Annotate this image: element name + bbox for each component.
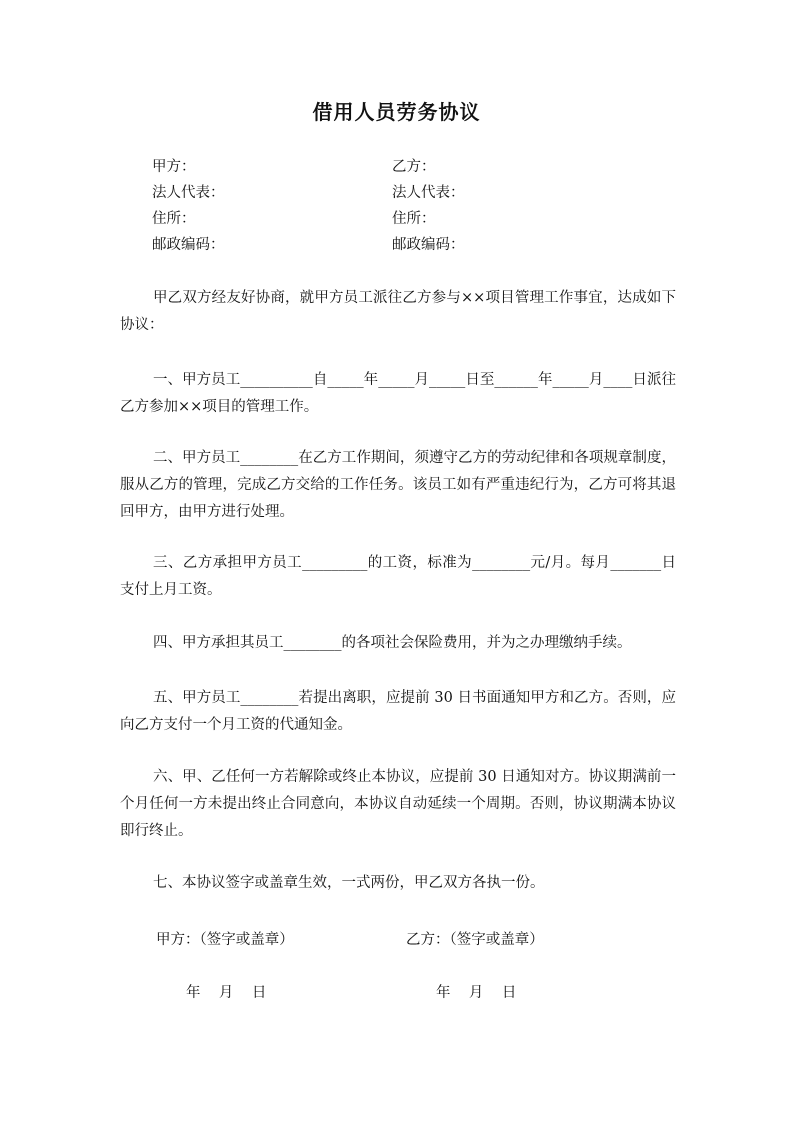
signature-row <box>156 928 656 949</box>
party-a-date: 年 月 日 <box>186 985 267 1001</box>
party-b-postal-code: 邮政编码： <box>392 237 465 253</box>
party-row-postal-code <box>152 232 632 258</box>
party-a-signature: 甲方：（签字或盖章） <box>156 932 294 948</box>
party-b-signature: 乙方：（签字或盖章） <box>406 932 544 948</box>
intro-paragraph: 甲乙双方经友好协商，就甲方员工派往乙方参与××项目管理工作事宜，达成如下协议： <box>120 290 676 333</box>
clause-5: 五、甲方员工________若提出离职，应提前 30 日书面通知甲方和乙方。否则，应向乙方支付一个月工资的代通知金。 <box>120 690 676 733</box>
clause-3: 三、乙方承担甲方员工_________的工资，标准为________元/月。每月_______日支付上月工资。 <box>120 555 676 598</box>
party-a-postal-code: 邮政编码： <box>152 237 225 253</box>
party-a-label: 甲方： <box>152 159 196 175</box>
party-b-address: 住所： <box>392 211 436 227</box>
party-b-legal-rep: 法人代表： <box>392 185 465 201</box>
party-row-legal-rep <box>152 180 632 206</box>
party-a-address: 住所： <box>152 211 196 227</box>
clause-1: 一、甲方员工__________自_____年_____月_____日至______年_____月____日派往乙方参加××项目的管理工作。 <box>120 372 676 415</box>
party-b-date: 年 月 日 <box>436 985 517 1001</box>
party-a-legal-rep: 法人代表： <box>152 185 225 201</box>
party-row-party <box>152 154 632 180</box>
clause-7: 七、本协议签字或盖章生效，一式两份，甲乙双方各执一份。 <box>153 875 545 891</box>
clause-4: 四、甲方承担其员工________的各项社会保险费用，并为之办理缴纳手续。 <box>153 635 632 651</box>
party-b-label: 乙方： <box>392 159 436 175</box>
party-row-address <box>152 206 632 232</box>
document-title: 借用人员劳务协议 <box>312 100 481 124</box>
date-row <box>186 981 686 1002</box>
clause-2: 二、甲方员工________在乙方工作期间，须遵守乙方的劳动纪律和各项规章制度，服从乙方的管理，完成乙方交给的工作任务。该员工如有严重违纪行为，乙方可将其退回甲方，由甲方进行处理。 <box>120 450 676 520</box>
clause-6: 六、甲、乙任何一方若解除或终止本协议，应提前 30 日通知对方。协议期满前一个月任何一方未提出终止合同意向，本协议自动延续一个周期。否则，协议期满本协议即行终止。 <box>120 769 676 839</box>
party-info-block <box>152 154 632 258</box>
